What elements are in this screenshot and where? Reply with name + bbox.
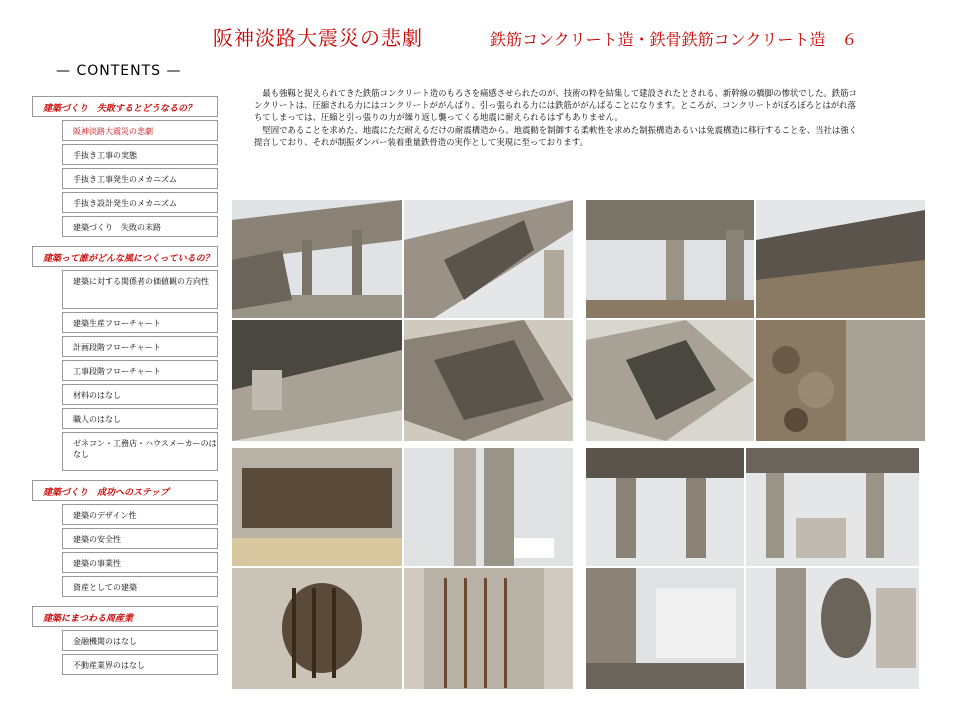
nav-item-shoddy-work-mechanism[interactable]: 手抜き工事発生のメカニズム (62, 168, 218, 189)
description (254, 87, 864, 148)
photo-rubble-close-up (756, 320, 925, 441)
nav-item-design[interactable]: 建築のデザイン性 (62, 504, 218, 525)
nav-item-real-estate[interactable]: 不動産業界のはなし (62, 654, 218, 675)
photo-pier-with-houses (746, 448, 919, 566)
nav-section-related-industries[interactable]: 建築にまつわる周産業 (32, 606, 218, 627)
nav-item-planning-flow[interactable]: 計画段階フローチャート (62, 336, 218, 357)
nav-section-who-builds[interactable]: 建築って誰がどんな風につくっているの？ (32, 246, 218, 267)
nav-item-shoddy-design-mechanism[interactable]: 手抜き設計発生のメカニズム (62, 192, 218, 213)
photo-group-viaduct-1 (232, 200, 573, 441)
sidebar-nav (32, 96, 218, 678)
photo-collapsed-section (404, 320, 573, 441)
photo-pier-columns (586, 200, 754, 318)
nav-item-business[interactable]: 建築の事業性 (62, 552, 218, 573)
photo-broken-deck (586, 320, 754, 441)
photo-tilted-deck (404, 200, 573, 318)
photo-buckled-rebar (404, 568, 573, 689)
photo-exposed-rebar (232, 568, 402, 689)
nav-item-materials[interactable]: 材料のはなし (62, 384, 218, 405)
contents-label: — CONTENTS — (56, 63, 182, 79)
nav-section-success[interactable]: 建築づくり 成功へのステップ (32, 480, 218, 501)
photo-column-sign (404, 448, 573, 566)
nav-item-craftsmen[interactable]: 職人のはなし (62, 408, 218, 429)
photo-rail-ties (756, 200, 925, 318)
nav-item-values[interactable]: 建築に対する関係者の価値観の方向性 (62, 270, 218, 309)
photo-collapsed-viaduct-street (232, 200, 402, 318)
nav-item-hanshin-tragedy[interactable]: 阪神淡路大震災の悲劇 (62, 120, 218, 141)
description-paragraph-1: 最も強靱と捉えられてきた鉄筋コンクリート造のもろさを痛感させられたのが、技術の粋を結集して建設されたとされる、新幹線の橋脚の惨状でした。鉄筋コンクリートは、圧縮される力にはコンクリートががんばり、引っ張られる力には鉄筋ががんばることになります。ところが、コンクリートがぼろぼろとはがれ落ちてしまっては、圧縮と引っ張りの力が繰り返し襲ってくる地震に耐えられるはずもありません。 (254, 88, 857, 123)
photo-spalled-column (232, 448, 402, 566)
nav-item-production-flow[interactable]: 建築生産フローチャート (62, 312, 218, 333)
photo-group-columns-1 (232, 448, 573, 689)
photo-group-columns-2 (586, 448, 919, 689)
nav-item-safety[interactable]: 建築の安全性 (62, 528, 218, 549)
nav-item-failure-end[interactable]: 建築づくり 失敗の末路 (62, 216, 218, 237)
nav-item-contractors[interactable]: ゼネコン・工務店・ハウスメーカーのはなし (62, 432, 218, 471)
nav-item-finance[interactable]: 金融機関のはなし (62, 630, 218, 651)
photo-fallen-girder (232, 320, 402, 441)
nav-item-construction-flow[interactable]: 工事段階フローチャート (62, 360, 218, 381)
photo-fractured-pier-base (586, 568, 744, 689)
photo-group-viaduct-2 (586, 200, 925, 441)
nav-item-asset[interactable]: 資産としての建築 (62, 576, 218, 597)
nav-section-failure[interactable]: 建築づくり 失敗するとどうなるの？ (32, 96, 218, 117)
description-paragraph-2: 堅固であることを求めた、地震にただ耐えるだけの耐震構造から、地震動を制御する柔軟性を求めた制振構造あるいは免震構造に移行することを、当社は強く提言しており、それが制振ダンパー装着重量鉄骨造の実作として実現に至っております。 (254, 124, 858, 147)
page-title: 阪神淡路大震災の悲劇 (213, 26, 423, 50)
photo-underside-piers (586, 448, 744, 566)
page-subtitle: 鉄筋コンクリート造・鉄骨鉄筋コンクリート造 ６ (490, 30, 858, 49)
photo-twisted-rebar-column (746, 568, 919, 689)
nav-item-shoddy-work[interactable]: 手抜き工事の実態 (62, 144, 218, 165)
